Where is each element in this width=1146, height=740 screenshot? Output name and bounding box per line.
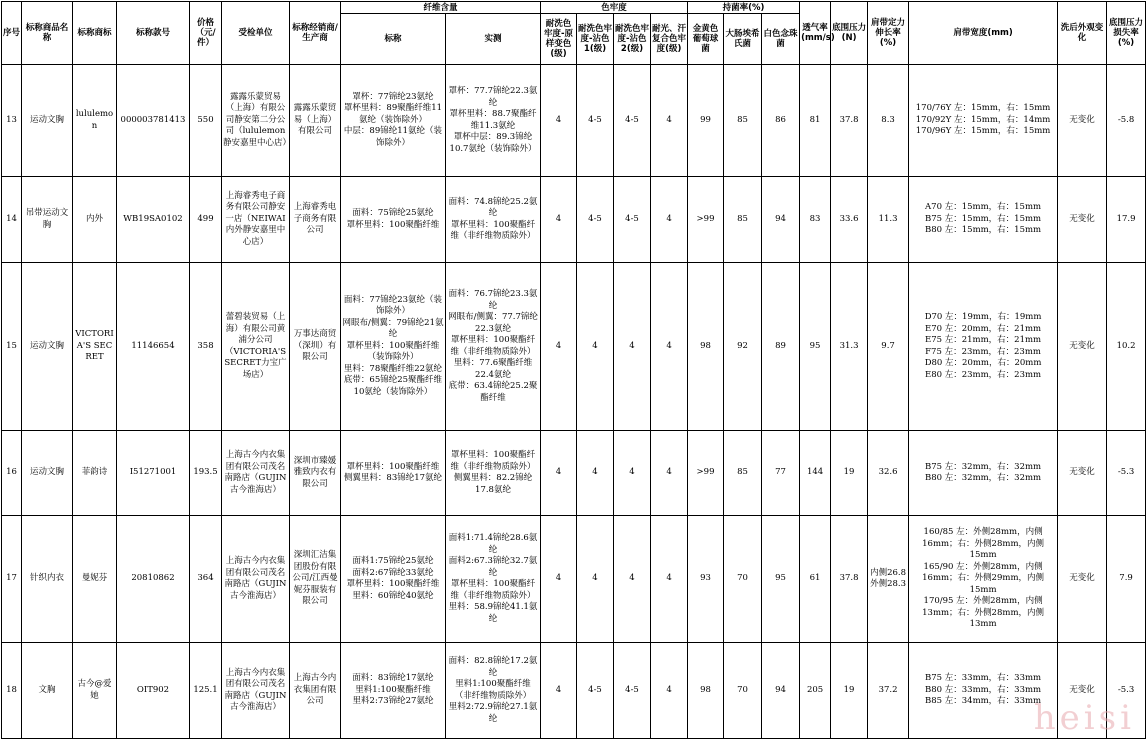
watermark: heisi: [1033, 698, 1135, 738]
cell-strap-elongation: 37.2: [868, 643, 909, 739]
cell-color-3: 4: [614, 431, 651, 516]
cell-fiber-nominal: 罩杯：77锦纶23氨纶 罩杯里料：89聚酯纤维11氨纶（装饰除外） 中层：89锦纶11氨纶（装饰除外）: [341, 65, 446, 177]
header-unit: 受检单位: [222, 2, 290, 65]
cell-wash-appearance: 无变化: [1058, 516, 1107, 643]
cell-color-4: 4: [651, 643, 688, 739]
cell-brand: 曼妮芬: [73, 516, 117, 643]
cell-pilling-2: 70: [724, 516, 762, 643]
cell-pilling-2: 70: [724, 643, 762, 739]
cell-model: WB19SA0102: [117, 177, 190, 263]
header-dealer: 标称经销商/生产商: [290, 2, 341, 65]
header-price: 价格（元/件）: [190, 2, 222, 65]
cell-unit: 上海古今内衣集团有限公司茂名南路店（GUJIN古今淮海店）: [222, 431, 290, 516]
cell-bottom-pressure: 33.6: [831, 177, 868, 263]
cell-wash-appearance: 无变化: [1058, 431, 1107, 516]
header-color-group: 色牢度: [541, 2, 688, 14]
cell-wash-appearance: 无变化: [1058, 65, 1107, 177]
cell-pilling-2: 85: [724, 65, 762, 177]
cell-color-2: 4-5: [577, 643, 614, 739]
cell-price: 364: [190, 516, 222, 643]
cell-seq: 15: [2, 263, 22, 431]
cell-bottom-pressure: 37.8: [831, 516, 868, 643]
cell-pilling-1: 98: [688, 263, 724, 431]
header-pressure-loss: 底围压力损失率(%): [1107, 2, 1146, 65]
header-seq: 序号: [2, 2, 22, 65]
header-fiber-measured: 实测: [446, 14, 541, 65]
cell-strap-elongation: 11.3: [868, 177, 909, 263]
cell-seq: 14: [2, 177, 22, 263]
cell-air: 95: [800, 263, 831, 431]
header-bottom-pressure: 底围压力(N): [831, 2, 868, 65]
cell-fiber-measured: 罩杯里料：100聚酯纤维（非纤维物质除外） 侧翼里料：82.2锦纶17.8氨纶: [446, 431, 541, 516]
table-row: [2, 516, 1146, 643]
cell-strap-width: 170/76Y 左：15mm，右：15mm 170/92Y 左：15mm，右：14mm 170/96Y 左：15mm，右：15mm: [909, 65, 1058, 177]
cell-pilling-1: 93: [688, 516, 724, 643]
header-strap-elongation: 肩带定力伸长率(%): [868, 2, 909, 65]
cell-pilling-3: 95: [762, 516, 800, 643]
table-row: [2, 177, 1146, 263]
cell-dealer: 上海睿秀电子商务有限公司: [290, 177, 341, 263]
cell-unit: 上海睿秀电子商务有限公司静安一店（NEIWAI内外静安嘉里中心店）: [222, 177, 290, 263]
cell-fiber-nominal: 面料：77锦纶23氨纶（装饰除外） 网眼布/侧翼：79锦纶21氨纶 罩杯里料：100聚酯纤维（装饰除外） 里料：78聚酯纤维22氨纶 底带：65锦纶25聚酯纤维10氨纶（装饰除外）: [341, 263, 446, 431]
header-fiber-nominal: 标称: [341, 14, 446, 65]
cell-model: 20810862: [117, 516, 190, 643]
cell-color-4: 4: [651, 263, 688, 431]
cell-pressure-loss: 17.9: [1107, 177, 1146, 263]
cell-model: I51271001: [117, 431, 190, 516]
cell-product-name: 吊带运动文胸: [22, 177, 73, 263]
cell-strap-width: B75 左：32mm，右：32mm B80 左：32mm，右：32mm: [909, 431, 1058, 516]
cell-bottom-pressure: 19: [831, 431, 868, 516]
cell-price: 125.1: [190, 643, 222, 739]
cell-strap-width: 160/85 左：外侧28mm，内侧16mm；右：外侧28mm，内侧15mm 165/90 左：外侧28mm，内侧16mm；右：外侧29mm，内侧15mm 170/95 左：外侧28mm，内侧13mm；右：外侧28mm，内侧13mm: [909, 516, 1058, 643]
cell-product-name: 运动文胸: [22, 65, 73, 177]
cell-pilling-3: 94: [762, 177, 800, 263]
cell-color-2: 4: [577, 431, 614, 516]
cell-pilling-3: 94: [762, 643, 800, 739]
cell-bottom-pressure: 19: [831, 643, 868, 739]
header-product-name: 标称商品名称: [22, 2, 73, 65]
cell-color-2: 4-5: [577, 65, 614, 177]
cell-color-1: 4: [541, 177, 577, 263]
cell-dealer: 深圳市臻媛雅致内衣有限公司: [290, 431, 341, 516]
cell-fiber-nominal: 罩杯里料：100聚酯纤维 侧翼里料：83锦纶17氨纶: [341, 431, 446, 516]
cell-model: OIT902: [117, 643, 190, 739]
cell-product-name: 运动文胸: [22, 263, 73, 431]
cell-color-3: 4-5: [614, 177, 651, 263]
cell-dealer: 万事达商贸（深圳）有限公司: [290, 263, 341, 431]
header-pilling-candida: 白色念珠菌: [762, 14, 800, 65]
cell-air: 83: [800, 177, 831, 263]
header-color-light-sweat: 耐光、汗复合色牢度(级): [651, 14, 688, 65]
table-row: [2, 431, 1146, 516]
cell-wash-appearance: 无变化: [1058, 263, 1107, 431]
cell-fiber-nominal: 面料：75锦纶25氨纶 罩杯里料：100聚酯纤维: [341, 177, 446, 263]
cell-fiber-measured: 罩杯：77.7锦纶22.3氨纶 罩杯里料：88.7聚酯纤维11.3氨纶 罩杯中层：89.3锦纶10.7氨纶（装饰除外）: [446, 65, 541, 177]
cell-strap-width: D70 左：19mm，右：19mm E70 左：20mm，右：21mm E75 左：21mm，右：21mm F75 左：23mm，右：23mm D80 左：20mm，右：20mm E80 左：23mm，右：23mm: [909, 263, 1058, 431]
header-wash-appearance: 洗后外观变化: [1058, 2, 1107, 65]
cell-pilling-2: 92: [724, 263, 762, 431]
cell-pilling-1: 98: [688, 643, 724, 739]
cell-pressure-loss: -5.8: [1107, 65, 1146, 177]
cell-seq: 16: [2, 431, 22, 516]
header-color-wash-change: 耐洗色牢度-原样变色(级): [541, 14, 577, 65]
cell-air: 205: [800, 643, 831, 739]
cell-unit: 蕾碧装贸易（上海）有限公司黄浦分公司（VICTORIA'S SECRET力宝广场店）: [222, 263, 290, 431]
table-row: [2, 65, 1146, 177]
cell-color-1: 4: [541, 431, 577, 516]
cell-bottom-pressure: 31.3: [831, 263, 868, 431]
cell-pressure-loss: -5.3: [1107, 643, 1146, 739]
cell-strap-width: B75 左：33mm，右：33mm B80 左：33mm，右：33mm B85 左：34mm，右：33mm: [909, 643, 1058, 739]
cell-color-1: 4: [541, 516, 577, 643]
cell-product-name: 文胸: [22, 643, 73, 739]
header-air: 透气率(mm/s): [800, 2, 831, 65]
cell-pressure-loss: 7.9: [1107, 516, 1146, 643]
cell-color-4: 4: [651, 65, 688, 177]
cell-wash-appearance: 无变化: [1058, 177, 1107, 263]
cell-color-4: 4: [651, 177, 688, 263]
header-strap-width: 肩带宽度(mm): [909, 2, 1058, 65]
cell-seq: 18: [2, 643, 22, 739]
header-pilling-staph: 金黄色葡萄球菌: [688, 14, 724, 65]
cell-color-4: 4: [651, 431, 688, 516]
cell-model: 11146654: [117, 263, 190, 431]
cell-brand: lululemon: [73, 65, 117, 177]
cell-fiber-nominal: 面料：83锦纶17氨纶 里料1:100聚酯纤维 里料2:73锦纶27氨纶: [341, 643, 446, 739]
cell-fiber-measured: 面料1:71.4锦纶28.6氨纶 面料2:67.3锦纶32.7氨纶 罩杯里料：100聚酯纤维（非纤维物质除外） 里料：58.9锦纶41.1氨纶: [446, 516, 541, 643]
cell-brand: 古今@爱她: [73, 643, 117, 739]
cell-bottom-pressure: 37.8: [831, 65, 868, 177]
cell-air: 61: [800, 516, 831, 643]
cell-unit: 上海古今内衣集团有限公司茂名南路店（GUJIN古今淮海店）: [222, 643, 290, 739]
cell-strap-width: A70 左：15mm，右：15mm B75 左：15mm，右：15mm B80 左：15mm，右：15mm: [909, 177, 1058, 263]
cell-brand: VICTORIA'S SECRET: [73, 263, 117, 431]
cell-dealer: 上海古今内衣集团有限公司: [290, 643, 341, 739]
cell-pilling-1: >99: [688, 177, 724, 263]
cell-color-2: 4-5: [577, 177, 614, 263]
header-fiber-group: 纤维含量: [341, 2, 541, 14]
header-pilling-group: 持菌率(%): [688, 2, 800, 14]
cell-pilling-1: >99: [688, 431, 724, 516]
cell-fiber-measured: 面料：74.8锦纶25.2氨纶 罩杯里料：100聚酯纤维（非纤维物质除外）: [446, 177, 541, 263]
test-results-table: [1, 1, 1146, 739]
cell-strap-elongation: 9.7: [868, 263, 909, 431]
cell-brand: 菲韵诗: [73, 431, 117, 516]
cell-color-3: 4: [614, 263, 651, 431]
table-row: [2, 643, 1146, 739]
cell-color-1: 4: [541, 65, 577, 177]
header-color-stain-1: 耐洗色牢度-沾色1(级): [577, 14, 614, 65]
cell-color-2: 4: [577, 263, 614, 431]
cell-pilling-2: 85: [724, 431, 762, 516]
cell-fiber-nominal: 面料1:75锦纶25氨纶 面料2:67锦纶33氨纶 罩杯里料：100聚酯纤维 里料：60锦纶40氨纶: [341, 516, 446, 643]
cell-unit: 露露乐蒙贸易（上海）有限公司静安第二分公司（lululemon静安嘉里中心店）: [222, 65, 290, 177]
cell-pilling-1: 99: [688, 65, 724, 177]
table-row: [2, 263, 1146, 431]
cell-pressure-loss: 10.2: [1107, 263, 1146, 431]
cell-pressure-loss: -5.3: [1107, 431, 1146, 516]
header-model: 标称款号: [117, 2, 190, 65]
cell-color-3: 4: [614, 516, 651, 643]
cell-color-4: 4: [651, 516, 688, 643]
cell-air: 144: [800, 431, 831, 516]
cell-dealer: 露露乐蒙贸易（上海）有限公司: [290, 65, 341, 177]
cell-strap-elongation: 8.3: [868, 65, 909, 177]
cell-pilling-3: 89: [762, 263, 800, 431]
header-pilling-ecoli: 大肠埃希氏菌: [724, 14, 762, 65]
cell-product-name: 针织内衣: [22, 516, 73, 643]
cell-wash-appearance: 无变化: [1058, 643, 1107, 739]
cell-model: 000003781413: [117, 65, 190, 177]
cell-brand: 内外: [73, 177, 117, 263]
cell-color-2: 4: [577, 516, 614, 643]
cell-price: 358: [190, 263, 222, 431]
cell-strap-elongation: 内侧26.8外侧28.3: [868, 516, 909, 643]
cell-seq: 13: [2, 65, 22, 177]
cell-seq: 17: [2, 516, 22, 643]
cell-product-name: 运动文胸: [22, 431, 73, 516]
cell-price: 499: [190, 177, 222, 263]
cell-strap-elongation: 32.6: [868, 431, 909, 516]
cell-color-1: 4: [541, 643, 577, 739]
cell-pilling-3: 77: [762, 431, 800, 516]
header-color-stain-2: 耐洗色牢度-沾色2(级): [614, 14, 651, 65]
cell-price: 193.5: [190, 431, 222, 516]
cell-price: 550: [190, 65, 222, 177]
cell-air: 81: [800, 65, 831, 177]
cell-color-1: 4: [541, 263, 577, 431]
cell-pilling-2: 85: [724, 177, 762, 263]
header-brand: 标称商标: [73, 2, 117, 65]
cell-color-3: 4-5: [614, 65, 651, 177]
cell-dealer: 深圳汇洁集团股份有限公司/江西曼妮芬服装有限公司: [290, 516, 341, 643]
cell-fiber-measured: 面料：76.7锦纶23.3氨纶 网眼布/侧翼：77.7锦纶22.3氨纶 罩杯里料：100聚酯纤维（非纤维物质除外） 里料：77.6聚酯纤维22.4氨纶 底带：63.4锦纶25.2聚酯纤维: [446, 263, 541, 431]
cell-pilling-3: 86: [762, 65, 800, 177]
cell-fiber-measured: 面料：82.8锦纶17.2氨纶 里料1:100聚酯纤维（非纤维物质除外） 里料2:72.9锦纶27.1氨纶: [446, 643, 541, 739]
cell-unit: 上海古今内衣集团有限公司茂名南路店（GUJIN古今淮海店）: [222, 516, 290, 643]
cell-color-3: 4-5: [614, 643, 651, 739]
